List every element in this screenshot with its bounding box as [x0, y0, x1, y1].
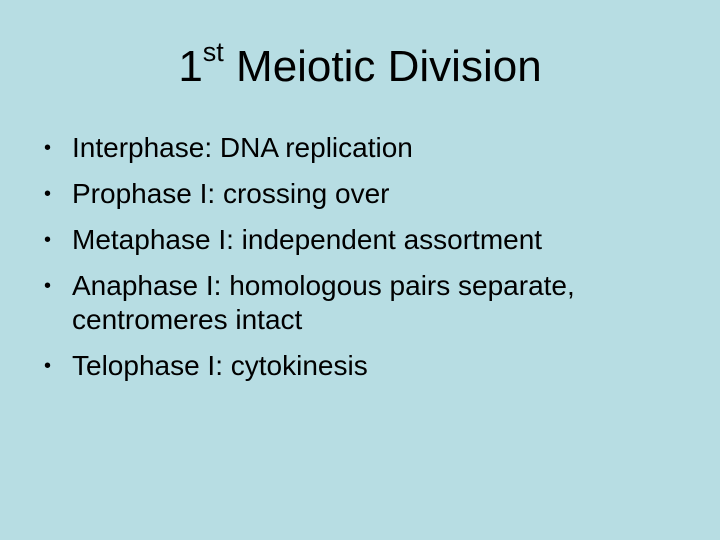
bullet-text-line1: Anaphase I: homologous pairs separate,	[72, 270, 575, 301]
bullet-icon: •	[44, 229, 52, 251]
bullet-item-interphase	[44, 131, 684, 165]
bullet-text: Prophase I: crossing over	[72, 178, 390, 209]
bullet-icon: •	[44, 137, 52, 159]
bullet-text: Interphase: DNA replication	[72, 132, 413, 163]
title-superscript: st	[202, 37, 224, 67]
bullet-item-prophase	[44, 177, 684, 211]
bullet-text: Telophase I: cytokinesis	[72, 350, 368, 381]
slide-title	[0, 37, 720, 93]
bullet-item-anaphase	[44, 269, 684, 337]
bullet-item-metaphase	[44, 223, 684, 257]
title-text: Meiotic Division	[223, 42, 542, 91]
bullet-item-telophase	[44, 349, 684, 383]
bullet-icon: •	[44, 355, 52, 377]
title-number: 1	[178, 42, 203, 91]
bullet-text-line2: centromeres intact	[72, 304, 303, 335]
bullet-icon: •	[44, 275, 52, 297]
bullet-icon: •	[44, 183, 52, 205]
bullet-text: Metaphase I: independent assortment	[72, 224, 543, 255]
bullet-list	[44, 131, 684, 383]
